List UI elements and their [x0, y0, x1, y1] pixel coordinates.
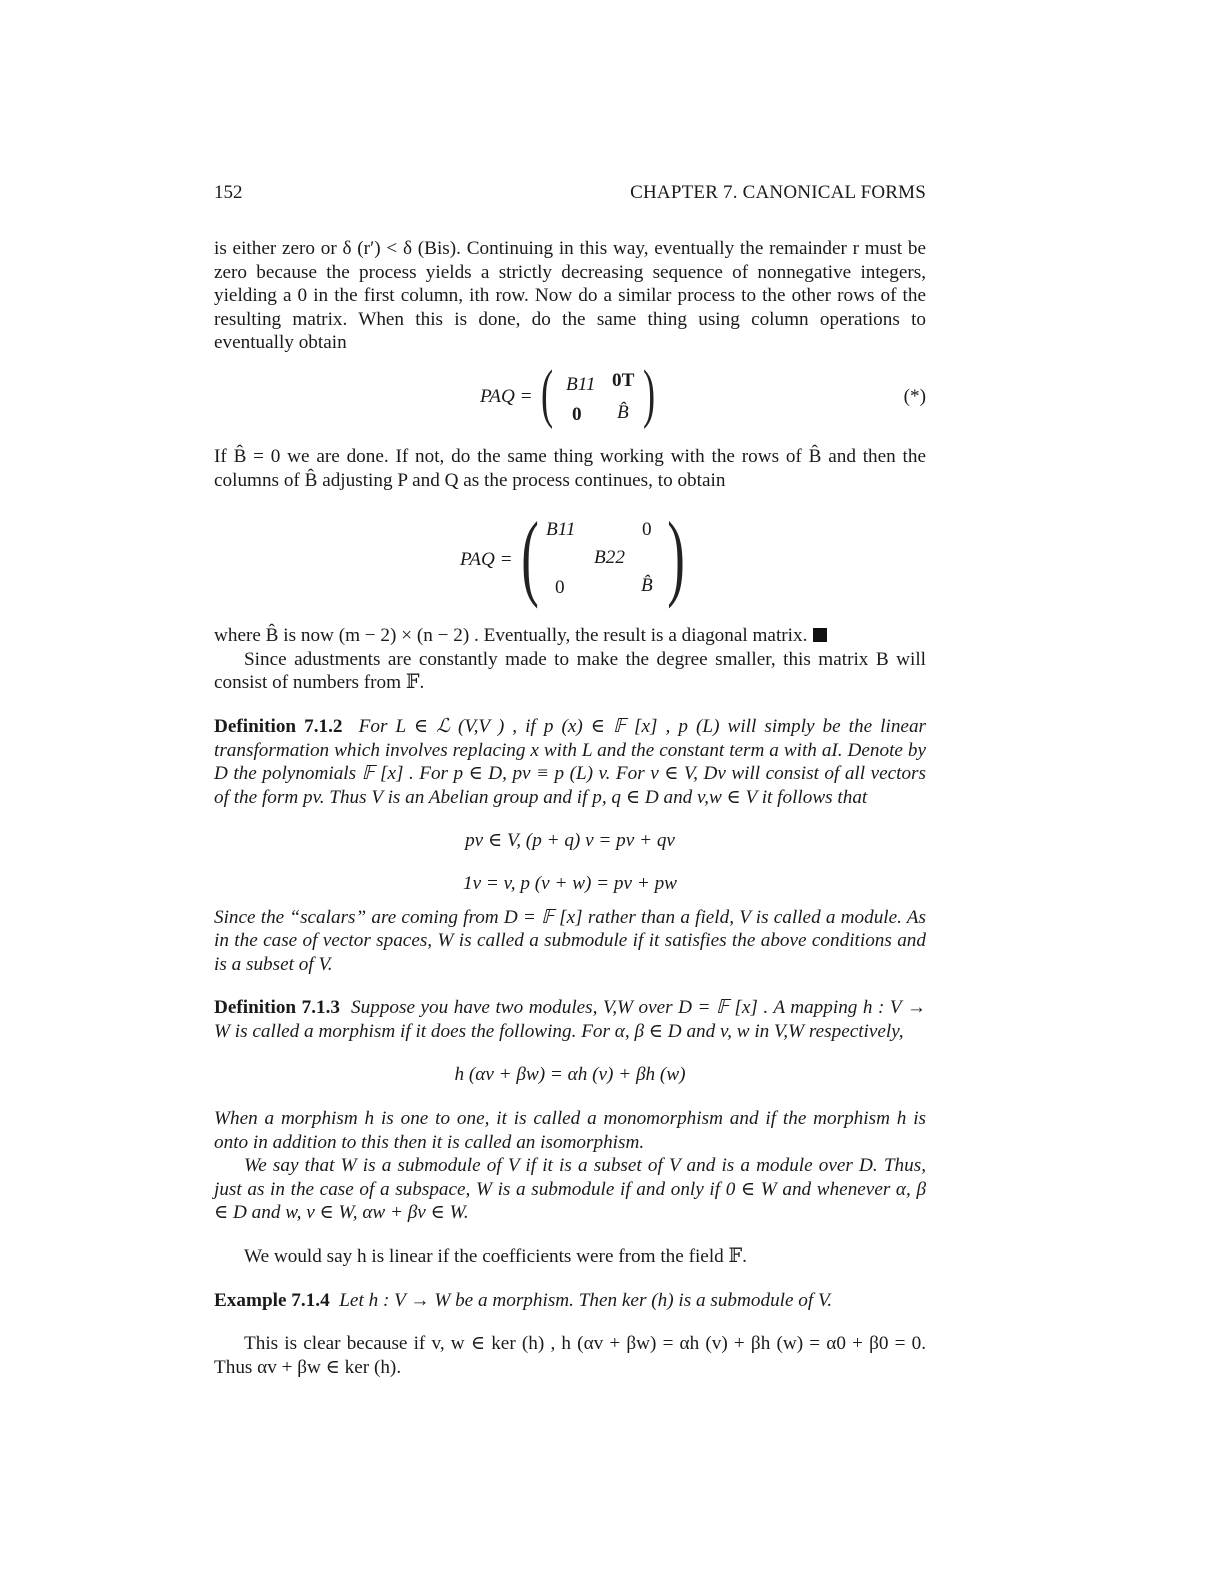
equation-diagonal [214, 500, 926, 624]
where-bhat-text: where B̂ is now (m − 2) × (n − 2) . Eventually, the result is a diagonal matrix. [214, 625, 808, 647]
equation-star [214, 355, 926, 439]
eq2-bhat: B̂ [641, 575, 653, 597]
equation-module-1: pv ∈ V, (p + q) v = pv + qv [465, 830, 675, 852]
definition-text: For L ∈ ℒ (V,V ) , if p (x) ∈ 𝔽 [x] , p (L) will simply be the linear transformation which involves replacing x with L and the constant term a with aI. Denote by D the polynomials 𝔽 [x] . For p ∈ D, pv ≡ p (L) v. For v ∈ V, Dv will consist of all vectors of the form pv. Thus V is an Abelian group and if p, q ∈ D and v,w ∈ V it follows that [214, 715, 926, 808]
definition-7-1-2 [214, 715, 926, 809]
eq1-b11: B11 [566, 373, 596, 395]
definition-label: Definition 7.1.3 [214, 997, 340, 1019]
eq1-zeroT: 0T [612, 369, 635, 391]
eq1-left-paren: ( [540, 356, 554, 430]
page-number: 152 [214, 182, 243, 203]
eq1-right-paren: ) [642, 356, 656, 430]
eq2-zero-tr: 0 [642, 519, 652, 541]
definition-7-1-3 [214, 996, 926, 1043]
eq1-tag: (*) [903, 385, 926, 407]
paragraph-monomorphism: When a morphism h is one to one, it is called a monomorphism and if the morphism h is onto in addition to this then it is called an isomorphism. [214, 1108, 926, 1153]
paragraph-proof: This is clear because if v, w ∈ ker (h) , h (αv + βw) = αh (v) + βh (w) = α0 + β0 = 0. Thus αv + βw ∈ ker (h). [214, 1333, 926, 1378]
paragraph-submodule: We say that W is a submodule of V if it is a subset of V and is a module over D. Thus, just as in the case of a subspace, W is a submodule if and only if 0 ∈ W and whenever α, β ∈ D and w, v ∈ W, αw + βv ∈ W. [214, 1155, 926, 1224]
eq1-lhs: PAQ = [480, 385, 533, 407]
paragraph-scalars: Since the “scalars” are coming from D = 𝔽 [x] rather than a field, V is called a module. As in the case of vector spaces, W is called a submodule if it satisfies the above conditions and is a subset of V. [214, 906, 926, 975]
eq2-left-paren: ( [521, 502, 539, 610]
eq2-lhs: PAQ = [460, 549, 513, 571]
equation-morphism: h (αv + βw) = αh (v) + βh (w) [454, 1064, 686, 1086]
eq2-b11: B11 [546, 519, 576, 541]
eq1-bhat: B̂ [617, 401, 629, 423]
definition-text: Suppose you have two modules, V,W over D = 𝔽 [x] . A mapping h : V → W is called a morphism if it does the following. For α, β ∈ D and v, w in V,W respectively, [214, 997, 927, 1042]
definition-label: Definition 7.1.2 [214, 715, 343, 737]
eq2-b22: B22 [594, 547, 625, 569]
paragraph-adjustments: Since adustments are constantly made to make the degree smaller, this matrix B will consist of numbers from 𝔽. [214, 648, 926, 694]
example-text: Let h : V → W be a morphism. Then ker (h) is a submodule of V. [339, 1289, 833, 1311]
example-label: Example 7.1.4 [214, 1289, 330, 1311]
chapter-title: CHAPTER 7. CANONICAL FORMS [630, 182, 926, 203]
paragraph-linear: We would say h is linear if the coefficients were from the field 𝔽. [244, 1246, 747, 1268]
paragraph-where-bhat [214, 624, 926, 648]
paragraph-if-bhat: If B̂ = 0 we are done. If not, do the same thing working with the rows of B̂ and then the columns of B̂ adjusting P and Q as the process continues, to obtain [214, 445, 926, 491]
eq2-zero-bl: 0 [555, 577, 565, 599]
eq2-right-paren: ) [667, 502, 685, 610]
page-body [214, 237, 926, 1379]
eq1-zero: 0 [572, 403, 582, 425]
page-header [214, 182, 926, 208]
paragraph-continuation: is either zero or δ (r′) < δ (Bis). Continuing in this way, eventually the remainder r must be zero because the process yields a strictly decreasing sequence of nonnegative integers, yielding a 0 in the first column, ith row. Now do a similar process to the other rows of the resulting matrix. When this is done, do the same thing using column operations to eventually obtain [214, 238, 926, 354]
equation-module-2: 1v = v, p (v + w) = pv + pw [463, 872, 677, 894]
example-7-1-4 [214, 1289, 926, 1313]
qed-square [813, 628, 827, 642]
